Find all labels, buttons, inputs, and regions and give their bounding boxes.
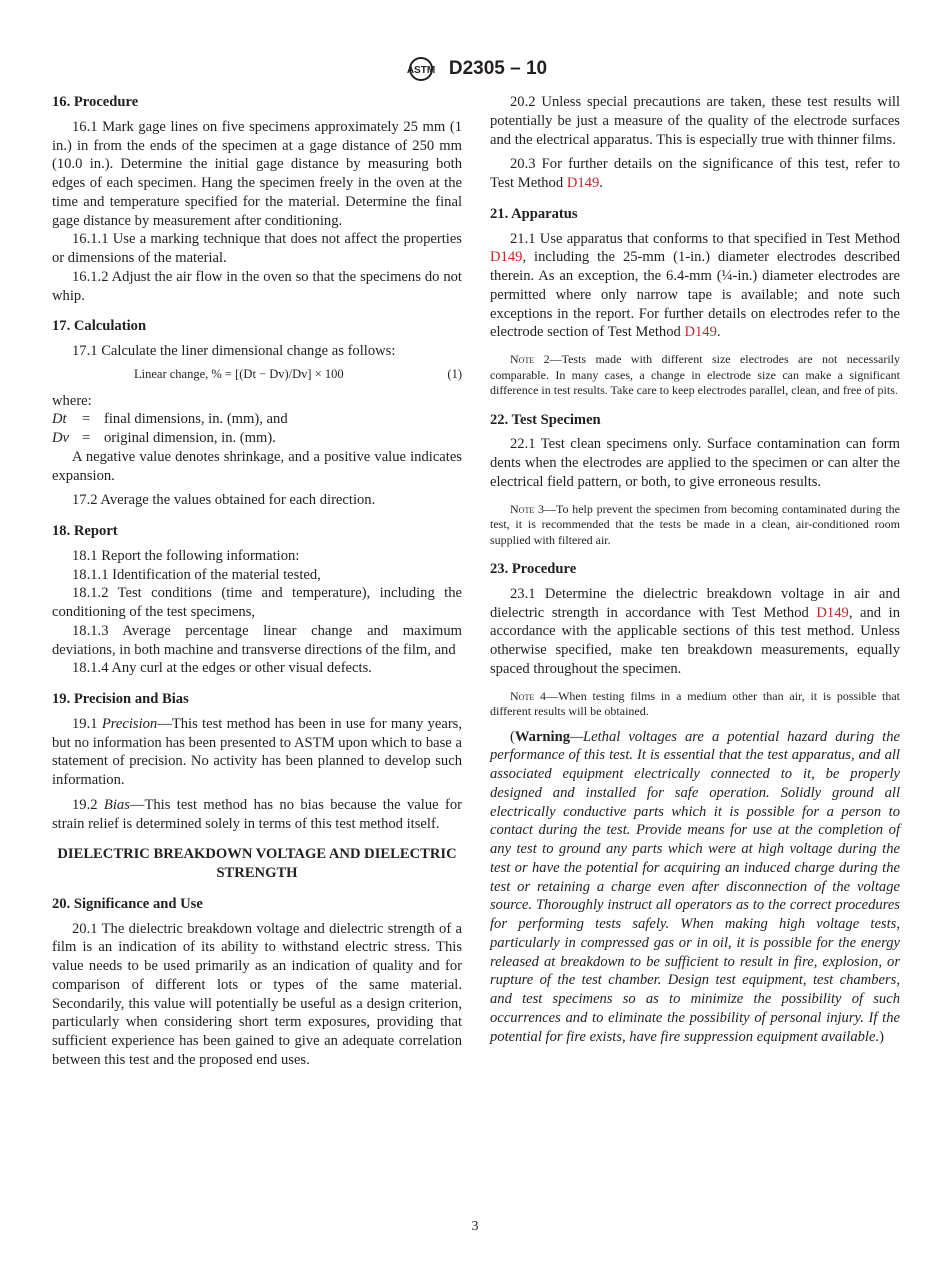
paragraph (490, 728, 900, 1047)
note-text: —To help prevent the specimen from becoming contaminated during the test, it is recommended that the tests be made in a clean, air-conditioned room supplied with filtered air. (490, 501, 901, 547)
paragraph (52, 715, 462, 790)
text-span: 18.1.4 Any curl at the edges or other visual defects. (72, 660, 372, 677)
italic-text: —Lethal voltages are a potential hazard during the performance of this test. It is essential that the test apparatus, and all associated equipment electrically connected to it, be properly designed and installed for safe operation. Solidly ground all electrically conductive parts which it is possible for a person to contact during the test. Provide means for use at the completion of any test to ground any parts which were at high voltage during the test or have the potential for acquiring an induced charge during the test or retaining a charge even after disconnection of the voltage source. Thoroughly instruct all operators as to the correct procedures for performing tests safely. When making high voltage tests, particularly in compressed gas or in oil, it is possible for the energy released at breakdown to be sufficient to result in fire, explosion, or rupture of the test chamber. Design test equipment, test chambers, and test specimens so as to minimize the possibility of such occurrences and to eliminate the possibility of personal injury. If the potential for fire exists, have fire suppression equipment available. (490, 728, 900, 1045)
text-span: 20.1 The dielectric breakdown voltage and dielectric strength of a film is an indication of its ability to withstand electric stress. This value needs to be used primarily as an indication of quality and for comparison of different lots or types of the same material. Secondarily, this value will potentially be useful as a design criterion, particularly when considering short term exposures, providing that sufficient experience has been gained to give an adequate correlation between this test and the proposed end uses. (52, 920, 462, 1068)
text-span: 17.1 Calculate the liner dimensional change as follows: (72, 343, 396, 359)
paragraph (52, 584, 462, 622)
paragraph (52, 342, 462, 361)
paragraph (52, 622, 462, 660)
part-heading: DIELECTRIC BREAKDOWN VOLTAGE AND DIELECTRIC STRENGTH (57, 846, 457, 881)
note (490, 352, 900, 399)
paragraph (490, 435, 900, 491)
text-span: 21.1 Use apparatus that conforms to that specified in Test Method (510, 230, 900, 247)
right-column (490, 93, 900, 1046)
where-label: where: (52, 392, 92, 409)
equals-sign: = (82, 411, 91, 428)
section-heading: 18. Report (52, 523, 118, 539)
document-id: D2305 – 10 (448, 58, 548, 79)
paragraph (52, 796, 462, 834)
text-span: 17.2 Average the values obtained for each direction. (72, 492, 376, 509)
text-span: 20.2 Unless special precautions are taken, these test results will potentially be just a measure of the quality of the electrode surfaces and the electrical apparatus. This is especially true with thinner films. (490, 94, 900, 148)
equation-number: (1) (447, 366, 462, 381)
paragraph (52, 659, 462, 678)
text-span: 22.1 Test clean specimens only. Surface contamination can form dents when the electrodes are applied to the specimen or can alter the electrical field pattern, or both, to give erroneous results. (490, 436, 900, 490)
text-span: —This test method has no bias because the value for strain relief is determined solely in terms of this test method itself. (52, 796, 463, 832)
section-heading: 19. Precision and Bias (52, 691, 189, 707)
section-heading: 16. Procedure (52, 94, 139, 110)
text-span: ( (510, 728, 515, 745)
page-header (0, 56, 950, 82)
text-span: 23.1 Determine the dielectric breakdown voltage in air and dielectric strength in accordance with Test Method (490, 585, 900, 621)
variable-definitions (52, 392, 462, 448)
text-span: 18.1 Report the following information: (72, 547, 300, 564)
paragraph (52, 118, 462, 231)
note (490, 502, 900, 549)
note-label: Note 4 (510, 688, 547, 703)
italic-text: Bias (103, 796, 130, 813)
text-span: 18.1.2 Test conditions (time and temperature), including the conditioning of the test specimens, (52, 585, 462, 620)
text-span: 20.3 For further details on the significance of this test, refer to Test Method (490, 156, 900, 191)
variable-symbol: Dv (52, 430, 70, 446)
text-span: 19.2 (72, 796, 104, 813)
text-span: 16.1 Mark gage lines on five specimens approximately 25 mm (1 in.) in from the ends of the specimen at a gage distance of 250 mm (10.0 in.). Determine the initial gage distance by measuring both edges of each specimen. Hang the specimen freely in the oven at the time and temperature specified for the material. Determine the final gage distance by measurement after conditioning. (52, 118, 462, 229)
text-span: , and in accordance with the applicable sections of this test method. Unless otherwise specified, make ten breakdown measurements, equally spaced throughout the specimen. (490, 604, 900, 677)
text-span: 18.1.1 Identification of the material tested, (72, 566, 321, 583)
text-span: 19.1 (72, 715, 102, 732)
paragraph (52, 448, 462, 486)
paragraph (52, 491, 462, 510)
note-text: —Tests made with different size electrodes are not necessarily comparable. In many cases, a change in electrode size can make a significant difference in test results. Take care to keep electrodes parallel, clean, and free of pits. (490, 352, 901, 397)
bold-text: Warning (514, 728, 571, 745)
left-column (52, 93, 462, 1070)
paragraph (52, 566, 462, 585)
section-heading: 20. Significance and Use (52, 895, 203, 912)
variable-description: final dimensions, in. (mm), and (104, 411, 288, 428)
section-heading: 23. Procedure (490, 561, 577, 577)
text-span: . (716, 324, 721, 341)
page-number: 3 (471, 1219, 479, 1234)
paragraph (490, 585, 900, 679)
section-heading: 21. Apparatus (490, 205, 578, 222)
text-span: , including the 25-mm (1-in.) diameter electrodes described therein. As an exception, the 6.4-mm (¼-in.) diameter electrodes are permitted where only narrow tape is available; and note such exceptions in the report. For further details on electrodes refer to the electrode section of Test Method (490, 249, 900, 341)
text-span: 18.1.3 Average percentage linear change and maximum deviations, in both machine and transverse directions of the film, and (52, 622, 462, 658)
paragraph (52, 230, 462, 268)
note-text: —When testing films in a medium other than air, it is possible that different results will be obtained. (490, 688, 900, 718)
variable-symbol: Dt (52, 411, 67, 428)
text-span: 16.1.1 Use a marking technique that does not affect the properties or dimensions of the material. (52, 231, 462, 266)
paragraph (490, 155, 900, 193)
paragraph (52, 268, 462, 306)
reference-link[interactable]: D149 (566, 175, 600, 191)
text-span: —This test method has been in use for many years, but no information has been presented to ASTM upon which to base a statement of precision. No activity has been planned to develop such information. (52, 715, 463, 788)
equals-sign: = (82, 430, 91, 446)
text-span: . (599, 175, 603, 191)
variable-description: original dimension, in. (mm). (104, 430, 276, 446)
svg-text:ASTM: ASTM (406, 65, 436, 76)
text-span: ) (879, 1028, 884, 1045)
italic-text: Precision (101, 715, 158, 732)
note-label: Note 3 (510, 501, 544, 516)
equation-text: Linear change, % = [(Dt − Dv)/Dv] × 100 (134, 366, 344, 381)
paragraph (490, 93, 900, 149)
text-span: A negative value denotes shrinkage, and a positive value indicates expansion. (52, 448, 462, 484)
paragraph (52, 920, 462, 1070)
paragraph (490, 230, 900, 343)
text-span: 16.1.2 Adjust the air flow in the oven so that the specimens do not whip. (52, 268, 462, 304)
reference-link[interactable]: D149 (816, 604, 849, 621)
reference-link[interactable]: D149 (490, 249, 523, 266)
reference-link[interactable]: D149 (684, 324, 717, 341)
equation (52, 365, 462, 384)
section-heading: 17. Calculation (52, 318, 147, 335)
section-heading: 22. Test Specimen (490, 411, 601, 428)
paragraph (52, 547, 462, 566)
definition-row (52, 429, 462, 448)
definition-row (52, 410, 462, 429)
astm-logo-icon (403, 56, 439, 82)
note-label: Note 2 (510, 352, 550, 366)
note (490, 689, 900, 720)
